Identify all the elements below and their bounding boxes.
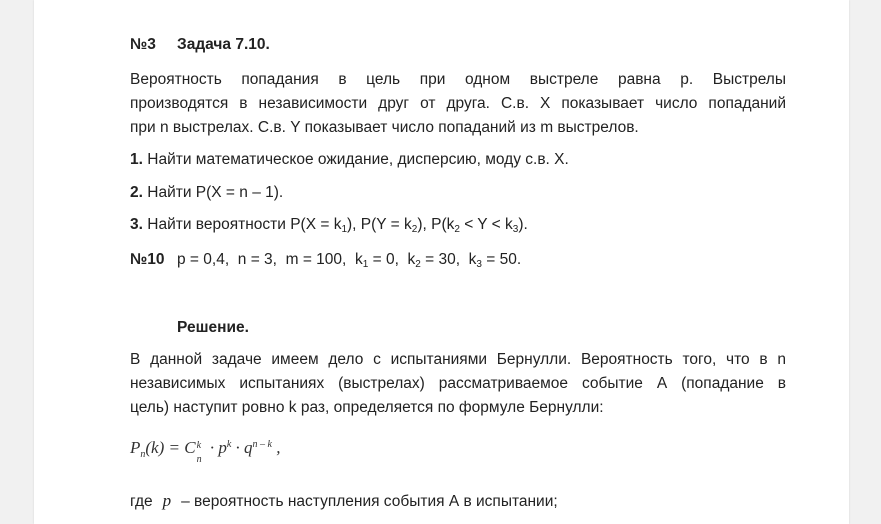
- task-3-text-a: Найти вероятности P(X = k: [147, 216, 342, 233]
- formula-p-sup: k: [226, 439, 232, 450]
- variant-p: p = 0,4,: [177, 251, 230, 268]
- where-variable: p: [162, 491, 172, 510]
- solution-title: [177, 316, 833, 340]
- solution-line-1: В данной задаче имеем дело с испытаниями Бернулли. Вероятность того, что в n: [130, 351, 786, 368]
- solution-line-3: цель) наступит ровно k раз, определяется по формуле Бернулли:: [130, 399, 604, 416]
- solution-line-2: независимых испытаниях (выстрелах) рассматриваемое событие А (попадание в: [130, 375, 786, 392]
- formula-q-sup: n – k: [252, 439, 272, 450]
- task-3-text-b: ), P(Y = k: [347, 216, 412, 233]
- variant-label: №10: [130, 251, 165, 268]
- task-3-sub-1: 1: [341, 224, 348, 235]
- formula-comma: ,: [271, 438, 281, 457]
- task-3: [130, 213, 786, 237]
- formula-q: · q: [231, 438, 253, 457]
- variant-k2-sub: 2: [415, 259, 421, 270]
- task-3-text-d: < Y < k: [459, 216, 513, 233]
- intro-line-3: при n выстрелах. С.в. Y показывает число попаданий из m выстрелов.: [130, 119, 639, 136]
- variant-k1-value: = 0,: [368, 251, 399, 268]
- task-3-sub-2: 2: [411, 224, 418, 235]
- task-2-number: 2.: [130, 184, 143, 201]
- problem-number: №3: [130, 36, 156, 53]
- variant-k2-value: = 30,: [420, 251, 461, 268]
- task-3-sub-4: 3: [512, 224, 519, 235]
- formula-P: P: [130, 438, 141, 457]
- formula-C-sup: k: [196, 440, 202, 451]
- variant-n: n = 3,: [237, 251, 277, 268]
- task-1: [130, 148, 786, 172]
- task-2: [130, 181, 786, 205]
- variant-k3-symbol: k: [468, 251, 477, 268]
- formula-P-sub: n: [140, 449, 146, 460]
- task-1-number: 1.: [130, 151, 143, 168]
- bernoulli-formula: [130, 436, 280, 466]
- variant-k3-value: = 50.: [481, 251, 522, 268]
- formula-arg: (k): [145, 438, 165, 457]
- where-line: [130, 489, 786, 514]
- intro-line-2: производятся в независимости друг от друга. С.в. X показывает число попаданий: [130, 95, 786, 112]
- task-3-number: 3.: [130, 216, 143, 233]
- formula-p: · p: [205, 438, 227, 457]
- formula-C-indices: [196, 440, 206, 465]
- formula-C-sub: n: [196, 454, 202, 465]
- problem-heading: [130, 33, 786, 57]
- document-page: [34, 0, 849, 524]
- variant-k3: [469, 251, 522, 268]
- task-3-sub-3: 2: [454, 224, 460, 235]
- task-3-text-c: ), P(k: [417, 216, 455, 233]
- formula-C: = C: [164, 438, 196, 457]
- variant-k1-sub: 1: [362, 259, 369, 270]
- variant-k2: [408, 251, 461, 268]
- task-3-text-e: ).: [518, 216, 528, 233]
- variant-m: m = 100,: [285, 251, 347, 268]
- intro-line-1: Вероятность попадания в цель при одном выстреле равна p. Выстрелы: [130, 71, 786, 88]
- solution-title-text: Решение.: [177, 319, 249, 336]
- where-prefix: где: [130, 493, 153, 510]
- where-text: – вероятность наступления события А в испытании;: [181, 493, 558, 510]
- variant-k3-sub: 3: [476, 259, 482, 270]
- variant-line: [130, 248, 786, 272]
- variant-k1-symbol: k: [354, 251, 363, 268]
- problem-title: Задача 7.10.: [177, 36, 270, 53]
- task-2-text: Найти P(X = n – 1).: [147, 184, 284, 201]
- variant-k1: [355, 251, 399, 268]
- task-1-text: Найти математическое ожидание, дисперсию, моду с.в. X.: [147, 151, 569, 168]
- variant-k2-symbol: k: [407, 251, 416, 268]
